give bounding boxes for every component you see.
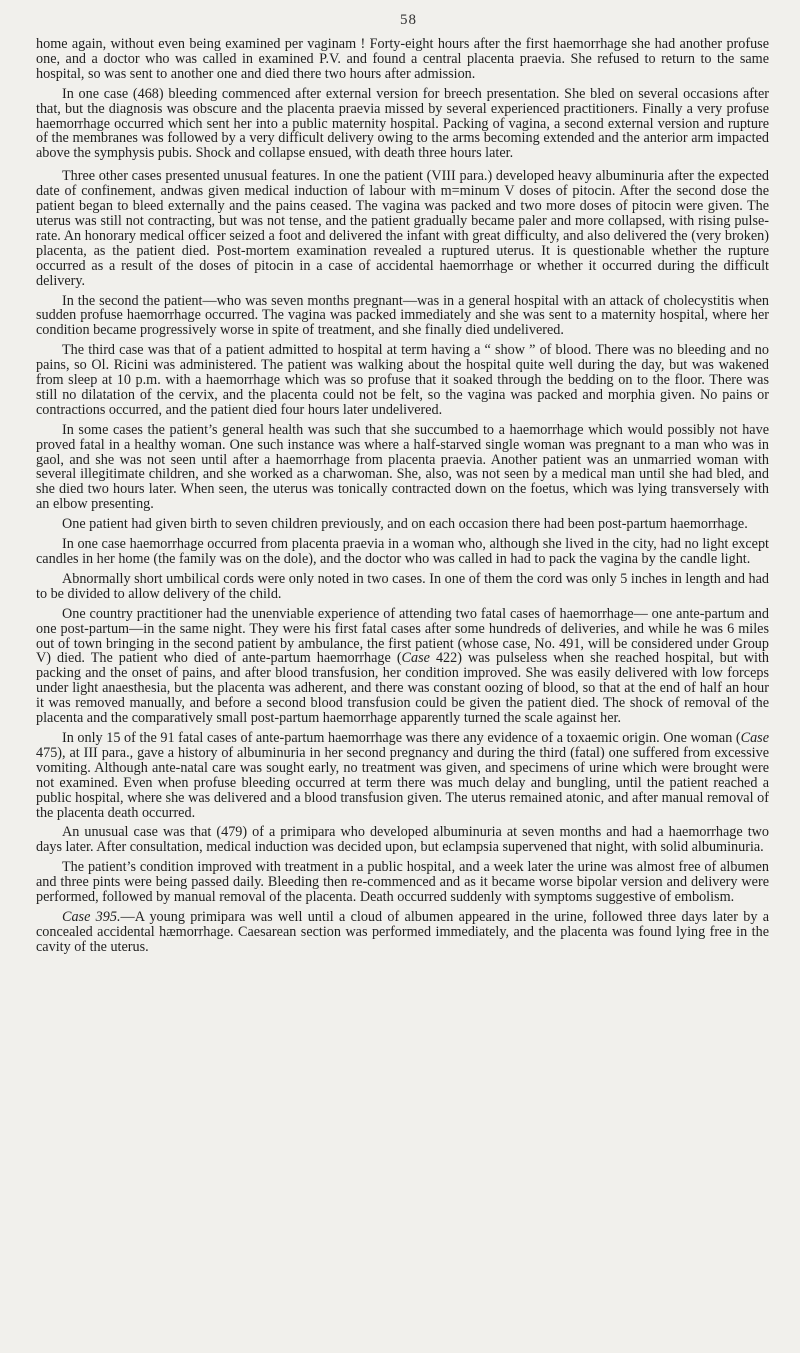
paragraph-10-text: One country practitioner had the unenviable experience of attending two fatal cases of haemorrhage— one ante-partum and one post-partum—in the same night. They were his first fatal cases after some hundreds of deliveries, and while he was 6 miles out of town bringing in the second patient by ambulance, the first patient (whose case, No. 491, will be considered under Group V) died. The patient who died of ante-partum haemorrhage ( [36,605,769,667]
paragraph-10-rest: 422) was pulseless when she reached hospital, but with packing and the onset of pains, and after blood transfusion, her condition improved. She was easily delivered with low forceps under light anaesthesia, but the placenta was adherent, and there was constant oozing of blood, so that at the end of half an hour it was removed manually, and before a second blood transfusion could be given the patient died. The shock of removal of the placenta and the comparatively small post-partum haemorrhage apparently turned the scale against her. [36,650,769,727]
paragraph-2: In one case (468) bleeding commenced after external version for breech presentation. She bled on several occasions after that, but the diagnosis was obscure and the placenta praevia missed by several experienced practitioners. Finally a very profuse haemorrhage occurred which sent her into a public maternity hospital. Packing of vagina, a second external version and rupture of the membranes was followed by a very difficult delivery owing to the arms becoming extended and the anterior arm impacted above the symphysis pubis. Shock and collapse ensued, with death three hours later. [36,85,769,162]
paragraph-7: One patient had given birth to seven children previously, and on each occasion there had been post-partum haemorrhage. [62,516,748,533]
paragraph-3: Three other cases presented unusual features. In one the patient (VIII para.) developed heavy albuminuria after the expected date of confinement, andwas given medical induction of labour with m=minum V doses of pitocin. After the second dose the patient began to bleed externally and the pains ceased. The vagina was packed and two more doses of pitocin were given. The uterus was still not contracting, but was not tense, and the patient gradually became paler and more collapsed, with rising pulse-rate. An honorary medical officer seized a foot and delivered the infant with great difficulty, and also delivered the (very broken) placenta, as the patient died. Post-mortem examination revealed a ruptured uterus. It is questionable whether the rupture occurred as a result of the doses of pitocin in a case of accidental haemorrhage or whether it occurred during the difficult delivery. [36,168,769,289]
paragraph-14-text: —A young primipara was well until a cloud of albumen appeared in the urine, followed three days later by a concealed accidental hæmorrhage. Caesarean section was performed immediately, and the placenta was found lying free in the cavity of the uterus. [36,908,770,955]
paragraph-13: The patient’s condition improved with treatment in a public hospital, and a week later the urine was almost free of albumen and three pints were being passed daily. Bleeding then re-commenced and as it became worse bipolar version and delivery were performed, followed by manual removal of the placenta. Death occurred suddenly with symptoms suggestive of embolism. [36,859,769,906]
paragraph-14 [36,910,769,955]
paragraph-8: In one case haemorrhage occurred from placenta praevia in a woman who, although she lived in the city, had no light except candles in her home (the family was on the dole), and the doctor who was called in had to pack the vagina by the candle light. [36,536,769,567]
paragraph-12: An unusual case was that (479) of a primipara who developed albuminuria at seven months and had a haemorrhage two days later. After consultation, medical induction was decided upon, but eclampsia supervened that night, with solid albuminuria. [36,824,769,856]
paragraph-11-rest: 475), at III para., gave a history of albuminuria in her second pregnancy and during the third (fatal) one suffered from excessive vomiting. Although ante-natal care was sought early, no treatment was given, and specimens of urine which were brought were not examined. Even when profuse bleeding occurred at term there was much delay and bungling, until the patient reached a public hospital, where she was delivered and a blood transfusion given. The uterus remained atonic, and after manual removal of the placenta death occurred. [36,744,769,821]
case-label: Case 395. [62,908,121,925]
case-label: Case [740,729,769,746]
page-number: 58 [400,12,417,28]
paragraph-11 [36,731,769,820]
case-label: Case [401,650,430,667]
paragraph-10 [36,607,769,726]
paragraph-11-text: In only 15 of the 91 fatal cases of ante-partum haemorrhage was there any evidence of a toxaemic origin. One woman ( [62,729,741,746]
paragraph-6: In some cases the patient’s general health was such that she succumbed to a haemorrhage which would possibly not have proved fatal in a healthy woman. One such instance was where a half-starved single woman was pregnant to a man who was in gaol, and she was not seen until after a haemorrhage from placenta praevia. Another patient was an unmarried woman with several illegitimate children, and she worked as a charwoman. She, also, was not seen by a medical man until she had bled, and she died two hours later. When seen, the uterus was tonically contracted down on the foetus, which was lying transversely with an elbow presenting. [36,421,769,513]
paragraph-9: Abnormally short umbilical cords were only noted in two cases. In one of them the cord was only 5 inches in length and had to be divided to allow delivery of the child. [36,570,769,602]
paragraph-4: In the second the patient—who was seven months pregnant—was in a general hospital with an attack of cholecystitis when sudden profuse haemorrhage occurred. The vagina was packed immediately and she was sent to a maternity hospital, where her condition became progressively worse in spite of treatment, and she finally died undelivered. [36,292,769,339]
paragraph-5: The third case was that of a patient admitted to hospital at term having a “ show ” of blood. There was no bleeding and no pains, so Ol. Ricini was administered. The patient was walking about the hospital quite well during the day, but was wakened from sleep at 10 p.m. with a haemorrhage which was so profuse that it soaked through the bedding on to the floor. There was still no dilatation of the cervix, and the placenta could not be felt, so the vagina was packed and morphia given. No pains or contractions occurred, and the patient died four hours later undelivered. [36,342,769,418]
paragraph-1: home again, without even being examined per vaginam ! Forty-eight hours after the first haemorrhage she had another profuse one, and a doctor who was called in examined P.V. and found a central placenta praevia. She refused to return to the same hospital, so was sent to another one and died there two hours after admission. [36,36,769,82]
